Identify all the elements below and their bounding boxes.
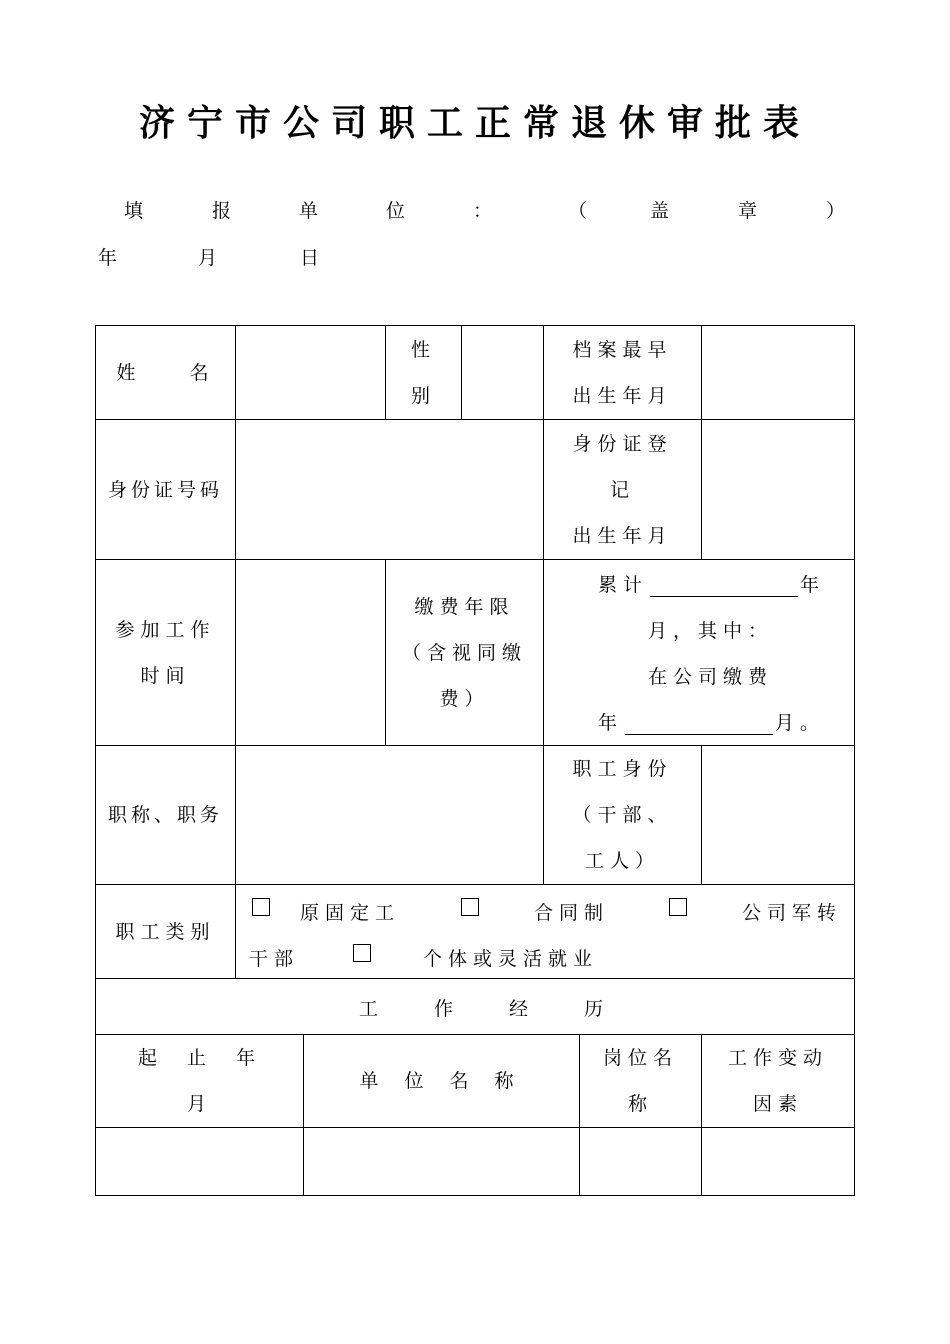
checkbox-contract[interactable] — [461, 898, 479, 916]
archive-birth-field[interactable] — [702, 326, 854, 419]
contribution-line1: 累计 年 — [598, 574, 826, 596]
fill-unit-char: （ — [568, 200, 588, 222]
work-start-field[interactable] — [236, 560, 385, 745]
history-period-header: 起 止 年 月 — [137, 1047, 262, 1115]
history-reason-header: 工作变动 因素 — [727, 1047, 828, 1115]
company-years-blank[interactable] — [625, 714, 773, 735]
history-unit-field[interactable] — [304, 1128, 579, 1195]
date-month: 月 — [198, 247, 218, 269]
gender-field[interactable] — [462, 326, 543, 419]
gender-label: 性 别 — [410, 338, 436, 407]
fill-unit-char: 单 — [299, 200, 319, 222]
grid-line — [95, 1195, 855, 1196]
total-years-blank[interactable] — [650, 576, 798, 597]
history-reason-field[interactable] — [702, 1128, 854, 1195]
contribution-line4: 年 月。 — [598, 712, 826, 734]
history-position-header: 岗位名 称 — [602, 1047, 678, 1115]
work-start-label: 参加工作 时间 — [115, 618, 216, 687]
date-day: 日 — [300, 247, 320, 269]
id-number-field[interactable] — [236, 420, 543, 559]
contribution-line3: 在公司缴费 — [648, 666, 774, 688]
name-label: 姓 名 — [116, 361, 215, 384]
date-year: 年 — [98, 247, 118, 269]
page-title: 济宁市公司职工正常退休审批表 — [138, 102, 811, 144]
checkbox-fixed-worker[interactable] — [252, 898, 270, 916]
history-position-field[interactable] — [580, 1128, 701, 1195]
option-flexible: 个体或灵活就业 — [423, 948, 599, 970]
option-contract: 合同制 — [534, 902, 610, 924]
id-birth-label: 身份证登 记 出生年月 — [572, 432, 673, 547]
staff-category-label: 职工类别 — [115, 920, 216, 943]
grid-line — [95, 978, 855, 979]
archive-birth-label: 档案最早 出生年月 — [572, 338, 673, 407]
staff-identity-field[interactable] — [702, 746, 854, 884]
checkbox-military-cadre[interactable] — [669, 898, 687, 916]
fill-unit-char: 位 — [386, 200, 406, 222]
contribution-label: 缴费年限 （含视同缴 费） — [401, 595, 527, 710]
history-period-field[interactable] — [96, 1128, 303, 1195]
title-position-field[interactable] — [236, 746, 543, 884]
option-military-cadre-cont: 干部 — [249, 948, 300, 970]
fill-unit-char: ： — [473, 200, 493, 222]
id-number-label: 身份证号码 — [107, 478, 223, 501]
id-birth-field[interactable] — [702, 420, 854, 559]
name-field[interactable] — [236, 326, 385, 419]
fill-unit-char: ） — [826, 200, 846, 222]
grid-line — [854, 325, 855, 1196]
history-unit-header: 单 位 名 称 — [359, 1070, 524, 1092]
checkbox-flexible[interactable] — [353, 944, 371, 962]
fill-unit-char: 报 — [212, 200, 232, 222]
fill-unit-char: 盖 — [650, 200, 670, 222]
title-position-label: 职称、职务 — [107, 804, 223, 826]
fill-unit-char: 填 — [124, 200, 144, 222]
option-fixed-worker: 原固定工 — [300, 902, 401, 924]
fill-unit-char: 章 — [738, 200, 758, 222]
staff-identity-label: 职工身份 （干部、 工人） — [572, 758, 673, 872]
contribution-line2: 月，其中： — [648, 620, 774, 642]
option-military-cadre: 公司军转 — [742, 902, 843, 924]
